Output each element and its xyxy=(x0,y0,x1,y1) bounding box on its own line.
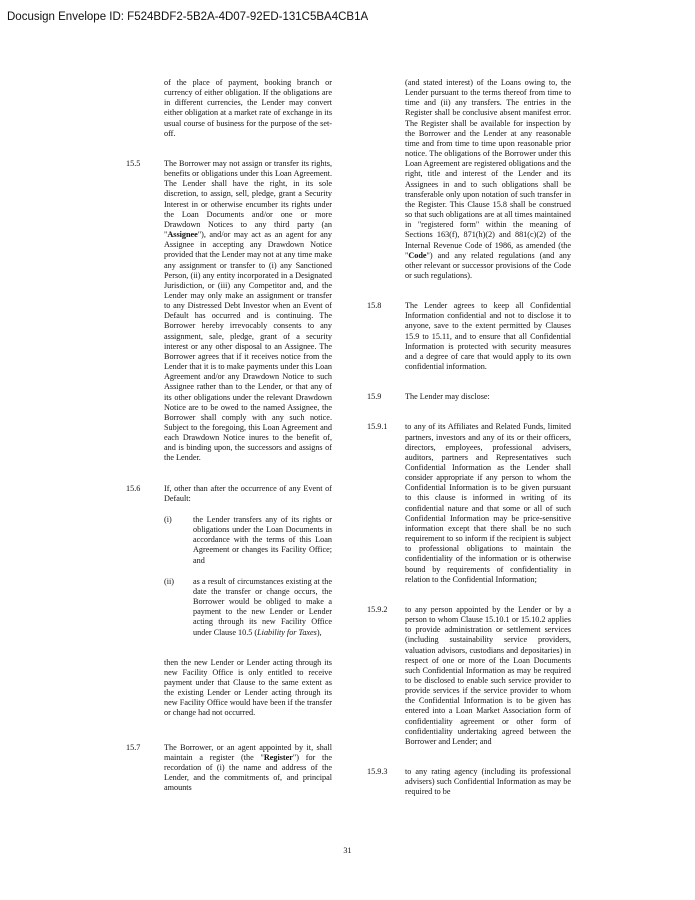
subclause-number: (i) xyxy=(164,514,172,524)
clause-tail: then the new Lender or Lender acting through its new Facility Office is only entitled to receive payment under that Clause to the same extent as the existing Lender or Lender acting through its new Facility Office would have been if the transfer or change had not occurred. xyxy=(164,657,332,718)
clause-15-9-1 xyxy=(367,422,571,585)
clause-15-9-3 xyxy=(367,767,571,797)
setoff-continuation: of the place of payment, booking branch or currency of either obligation. If the obligations are in different currencies, the Lender may convert either obligation at a market rate of exchange in its usual course of business for the purpose of the set-off. xyxy=(164,78,332,138)
clause-text: The Borrower may not assign or transfer its rights, benefits or obligations under this Loan Agreement. The Lender shall have the right, in its sole discretion, to assign, sell, pledge, grant a Security Interest in or otherwise encumber its rights under the Loan Documents and/or one or more Drawdown Notices to any third party (an "Assignee"), and/or may act as an agent for any Assignee in accepting any Drawdown Notice provided that the Lender may not at any time make any assignment or transfer to (i) any Sanctioned Person, (ii) any entity incorporated in a Designated Jurisdiction, or (iii) any Competitor and, and the Lender may only make an assignment or transfer to any Distressed Debt Investor when an Event of Default has occurred and is continuing. The Borrower hereby irrevocably consents to any assignment, sale, pledge, grant of a security interest or any other disposal to an Assignee. The Borrower agrees that if it receives notice from the Lender that it is to make payments under this Loan Agreement and/or any Drawdown Notice to such Assignee rather than to the Lender, or that any of its other obligations under the relevant Drawdown Notice are to be owed to the named Assignee, the Borrower shall comply with any such notice. Subject to the foregoing, this Loan Agreement and each Drawdown Notice inures to the benefit of, and is binding upon, the successors and assigns of the Lender. xyxy=(164,158,332,463)
clause-text: to any of its Affiliates and Related Funds, limited partners, investors and any of its or their officers, directors, employees, professional advisers, auditors, partners and Representatives such Confidential Information as the Lender shall consider appropriate if any person to whom the Confidential Information is to be given pursuant to this clause is informed in writing of its confidential nature and that some or all of such Confidential Information may be price-sensitive information except that there shall be no such requirement to so inform if the recipient is subject to professional obligations to maintain the confidentiality of the information or is otherwise bound by requirements of confidentiality in relation to the Confidential Information; xyxy=(405,422,571,584)
clause-number: 15.9.2 xyxy=(367,604,388,614)
clause-number: 15.9.1 xyxy=(367,422,388,432)
clause-text: The Borrower, or an agent appointed by it, shall maintain a register (the "Register") for the recordation of (i) the name and address of the Lender, and the commitments of, and principal amounts xyxy=(164,742,332,793)
clause-text: The Lender may disclose: xyxy=(405,392,490,402)
clause-15-6 xyxy=(126,484,332,739)
clause-text xyxy=(164,484,332,739)
left-column xyxy=(126,78,332,804)
subclause-text: the Lender transfers any of its rights or obligations under the Loan Documents in accordance with the terms of this Loan Agreement or changes its Facility Office; and xyxy=(193,514,332,565)
page-number: 31 xyxy=(343,846,352,855)
clause-intro: If, other than after the occurrence of any Event of Default: xyxy=(164,483,332,503)
clause-15-5 xyxy=(126,159,332,464)
register-continuation: (and stated interest) of the Loans owing to, the Lender pursuant to the terms thereof from time to time and (ii) any transfers. The entries in the Register shall be conclusive absent manifest error. The Register shall be available for inspection by the Borrower and the Lender at any reasonable time and from time to time upon reasonable prior notice. The obligations of the Borrower under this Loan Agreement are registered obligations and the right, title and interest of the Lender and its Assignees in and to such obligations shall be transferable only upon notation of such transfer in the Register. This Clause 15.8 shall be construed so that such obligations are at all times maintained in "registered form" within the meaning of Sections 163(f), 871(h)(2) and 881(c)(2) of the Internal Revenue Code of 1986, as amended (the "Code") and any related regulations (and any other relevant or successor provisions of the Code or such regulations). xyxy=(405,78,571,280)
right-column xyxy=(367,78,571,809)
defined-term-code: Code xyxy=(408,250,427,260)
clause-15-9 xyxy=(367,392,571,402)
clause-number: 15.9.3 xyxy=(367,767,388,777)
clause-number: 15.5 xyxy=(126,158,141,168)
docusign-envelope-id: Docusign Envelope ID: F524BDF2-5B2A-4D07-92ED-131C5BA4CB1A xyxy=(7,11,369,23)
clause-number: 15.7 xyxy=(126,742,141,752)
clause-number: 15.9 xyxy=(367,392,382,402)
clause-text: to any rating agency (including its professional advisers) such Confidential Information as may be required to be xyxy=(405,767,571,797)
clause-text: The Lender agrees to keep all Confidential Information confidential and not to disclose it to anyone, save to the extent permitted by Clauses 15.9 to 15.11, and to ensure that all Confidential Information is protected with security measures and a degree of care that would apply to its own confidential information. xyxy=(405,301,571,372)
clause-15-9-2 xyxy=(367,605,571,747)
clause-15-8 xyxy=(367,301,571,372)
subclause-ii xyxy=(164,577,332,638)
clause-number: 15.8 xyxy=(367,301,382,311)
clause-15-7 xyxy=(126,743,332,794)
cross-reference-title: Liability for Taxes xyxy=(257,627,317,637)
clause-number: 15.6 xyxy=(126,483,141,493)
subclause-number: (ii) xyxy=(164,576,175,586)
subclause-text: as a result of circumstances existing at the date the transfer or change occurs, the Borrower would be obliged to make a payment to the new Lender or Lender acting through its new Facility Office under Clause 10.5 (Liability for Taxes), xyxy=(193,576,332,637)
defined-term-assignee: Assignee xyxy=(167,230,198,240)
defined-term-register: Register xyxy=(263,752,293,762)
subclause-i xyxy=(164,515,332,566)
clause-text: to any person appointed by the Lender or by a person to whom Clause 15.10.1 or 15.10.2 applies to provide administration or settlement services (including sustainability service providers, valuation advisors, custodians and depositaries) in respect of one or more of the Loan Documents such Confidential Information as may be required to be disclosed to enable such service provider to provide services if the service provider to whom the Confidential Information is to be given has entered into a Loan Market Association form of confidentiality agreement or other form of confidentiality undertaking agreed between the Borrower and Lender; and xyxy=(405,604,571,746)
